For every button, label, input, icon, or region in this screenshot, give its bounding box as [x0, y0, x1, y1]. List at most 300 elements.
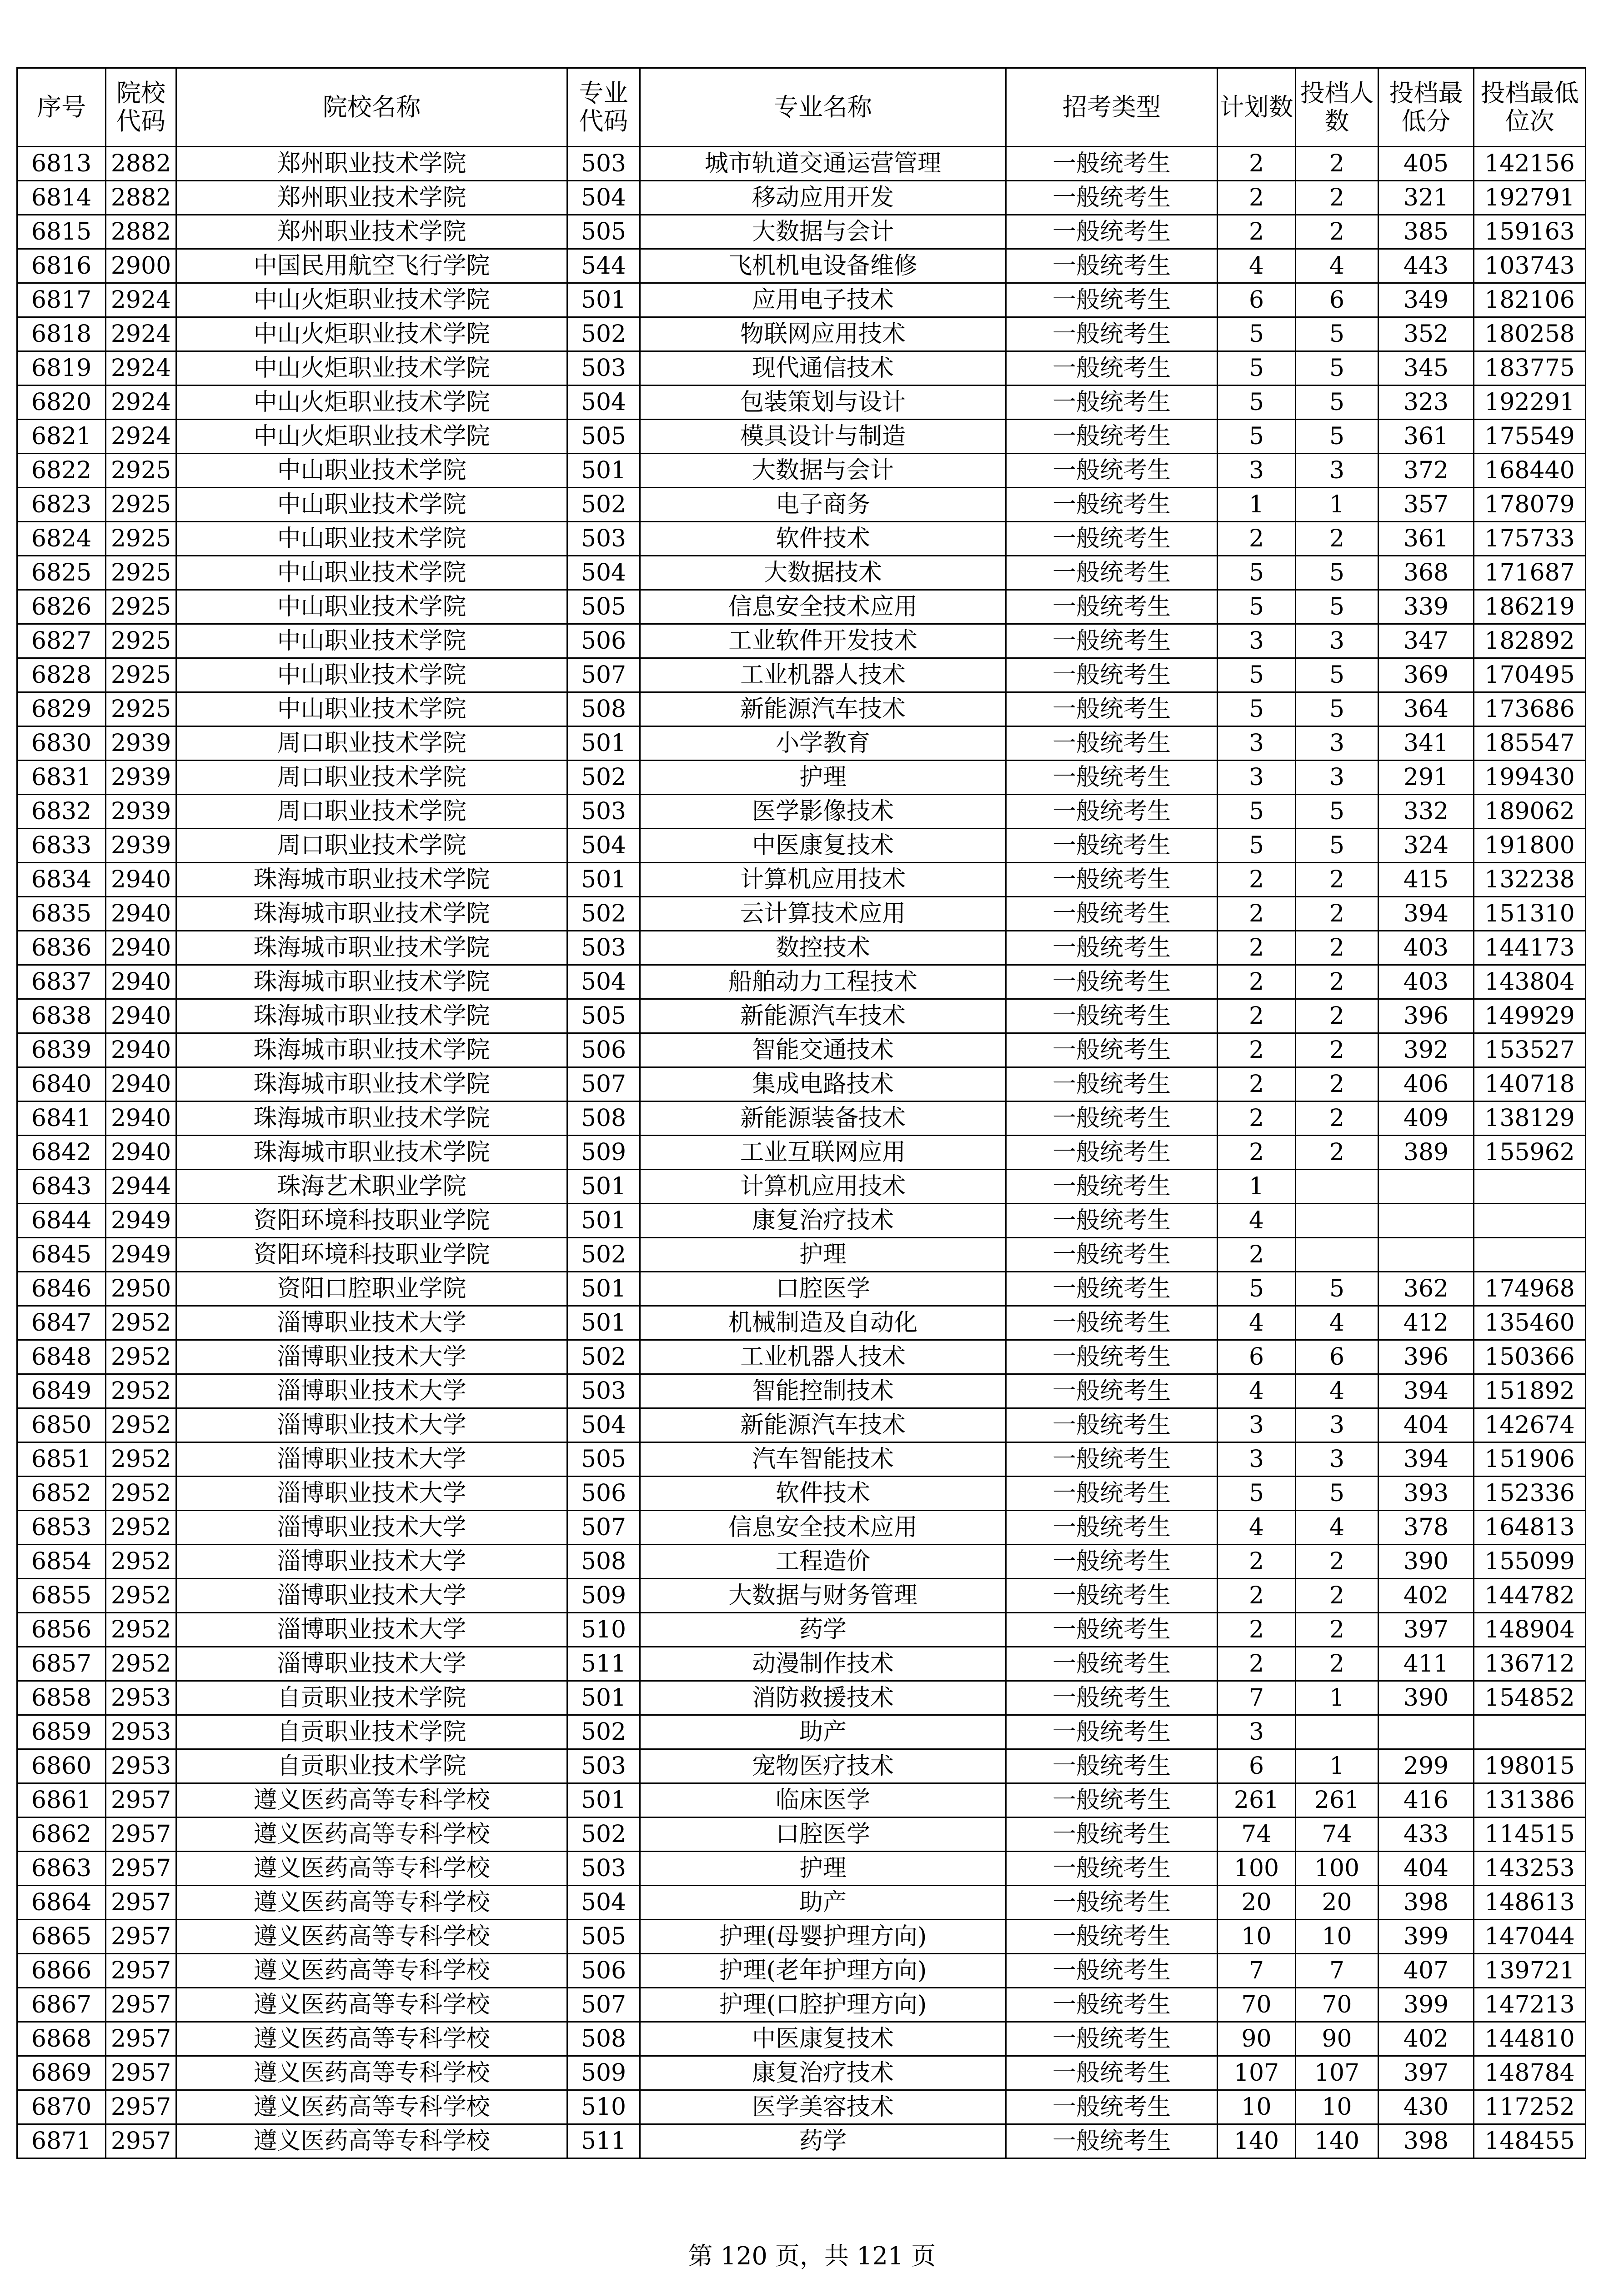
- plan-cell: 3: [1218, 726, 1296, 761]
- table-row: [17, 1613, 1586, 1647]
- seq-cell: 6870: [17, 2090, 106, 2124]
- major-name-cell: 工业机器人技术: [640, 1340, 1006, 1374]
- min-score-cell: 378: [1378, 1511, 1474, 1545]
- exam-type-cell: 一般统考生: [1006, 1306, 1218, 1340]
- plan-cell: 2: [1218, 965, 1296, 999]
- table-row: [17, 1920, 1586, 1954]
- min-rank-cell: 147044: [1474, 1920, 1586, 1954]
- table-row: [17, 2056, 1586, 2090]
- school-name-cell: 中山职业技术学院: [176, 658, 567, 692]
- major-name-cell: 大数据与会计: [640, 215, 1006, 249]
- exam-type-cell: 一般统考生: [1006, 1954, 1218, 1988]
- min-rank-cell: 132238: [1474, 863, 1586, 897]
- school-name-cell: 遵义医药高等专科学校: [176, 1783, 567, 1817]
- min-rank-cell: 151892: [1474, 1374, 1586, 1408]
- plan-cell: 2: [1218, 1238, 1296, 1272]
- school-code-cell: 2924: [106, 283, 176, 317]
- admitted-cell: 100: [1296, 1852, 1378, 1886]
- major-name-cell: 护理(口腔护理方向): [640, 1988, 1006, 2022]
- plan-cell: 5: [1218, 351, 1296, 386]
- school-name-cell: 中山火炬职业技术学院: [176, 420, 567, 454]
- plan-cell: 2: [1218, 215, 1296, 249]
- admitted-cell: 2: [1296, 1545, 1378, 1579]
- table-row: [17, 215, 1586, 249]
- exam-type-cell: 一般统考生: [1006, 795, 1218, 829]
- table-row: [17, 1033, 1586, 1067]
- plan-cell: 140: [1218, 2124, 1296, 2158]
- min-rank-cell: 192291: [1474, 386, 1586, 420]
- seq-cell: 6834: [17, 863, 106, 897]
- header-school-name: 院校名称: [176, 68, 567, 147]
- admitted-cell: 1: [1296, 488, 1378, 522]
- table-row: [17, 1647, 1586, 1681]
- plan-cell: 5: [1218, 692, 1296, 726]
- min-rank-cell: 150366: [1474, 1340, 1586, 1374]
- header-exam-type: 招考类型: [1006, 68, 1218, 147]
- exam-type-cell: 一般统考生: [1006, 726, 1218, 761]
- header-major-name: 专业名称: [640, 68, 1006, 147]
- plan-cell: 4: [1218, 1374, 1296, 1408]
- min-score-cell: 349: [1378, 283, 1474, 317]
- plan-cell: 2: [1218, 1545, 1296, 1579]
- admitted-cell: 2: [1296, 147, 1378, 181]
- major-name-cell: 智能控制技术: [640, 1374, 1006, 1408]
- min-score-cell: 430: [1378, 2090, 1474, 2124]
- exam-type-cell: 一般统考生: [1006, 1136, 1218, 1170]
- min-rank-cell: 151906: [1474, 1442, 1586, 1477]
- major-code-cell: 511: [567, 2124, 640, 2158]
- major-code-cell: 510: [567, 1613, 640, 1647]
- admitted-cell: 4: [1296, 249, 1378, 283]
- major-code-cell: 502: [567, 1715, 640, 1749]
- school-name-cell: 淄博职业技术大学: [176, 1545, 567, 1579]
- min-score-cell: 323: [1378, 386, 1474, 420]
- exam-type-cell: 一般统考生: [1006, 454, 1218, 488]
- school-code-cell: 2957: [106, 2090, 176, 2124]
- admitted-cell: 261: [1296, 1783, 1378, 1817]
- major-code-cell: 501: [567, 283, 640, 317]
- exam-type-cell: 一般统考生: [1006, 2022, 1218, 2056]
- exam-type-cell: 一般统考生: [1006, 147, 1218, 181]
- school-name-cell: 中山火炬职业技术学院: [176, 317, 567, 351]
- exam-type-cell: 一般统考生: [1006, 2124, 1218, 2158]
- seq-cell: 6816: [17, 249, 106, 283]
- seq-cell: 6813: [17, 147, 106, 181]
- min-rank-cell: 175549: [1474, 420, 1586, 454]
- school-name-cell: 遵义医药高等专科学校: [176, 1817, 567, 1852]
- header-min-score: 投档最低分: [1378, 68, 1474, 147]
- table-row: [17, 829, 1586, 863]
- exam-type-cell: 一般统考生: [1006, 1477, 1218, 1511]
- seq-cell: 6857: [17, 1647, 106, 1681]
- seq-cell: 6817: [17, 283, 106, 317]
- seq-cell: 6824: [17, 522, 106, 556]
- table-row: [17, 386, 1586, 420]
- school-name-cell: 珠海城市职业技术学院: [176, 999, 567, 1033]
- min-rank-cell: 151310: [1474, 897, 1586, 931]
- min-score-cell: 394: [1378, 1442, 1474, 1477]
- min-rank-cell: 198015: [1474, 1749, 1586, 1783]
- plan-cell: 2: [1218, 181, 1296, 215]
- school-name-cell: 珠海城市职业技术学院: [176, 1136, 567, 1170]
- school-code-cell: 2925: [106, 658, 176, 692]
- admitted-cell: 4: [1296, 1511, 1378, 1545]
- admitted-cell: 2: [1296, 1101, 1378, 1136]
- school-code-cell: 2944: [106, 1170, 176, 1204]
- min-score-cell: 411: [1378, 1647, 1474, 1681]
- major-name-cell: 电子商务: [640, 488, 1006, 522]
- min-score-cell: 416: [1378, 1783, 1474, 1817]
- exam-type-cell: 一般统考生: [1006, 1920, 1218, 1954]
- plan-cell: 2: [1218, 1579, 1296, 1613]
- school-code-cell: 2949: [106, 1204, 176, 1238]
- major-code-cell: 501: [567, 1204, 640, 1238]
- major-name-cell: 机械制造及自动化: [640, 1306, 1006, 1340]
- plan-cell: 2: [1218, 931, 1296, 965]
- seq-cell: 6841: [17, 1101, 106, 1136]
- major-code-cell: 501: [567, 863, 640, 897]
- plan-cell: 10: [1218, 2090, 1296, 2124]
- school-code-cell: 2952: [106, 1374, 176, 1408]
- exam-type-cell: 一般统考生: [1006, 1170, 1218, 1204]
- plan-cell: 261: [1218, 1783, 1296, 1817]
- admitted-cell: 90: [1296, 2022, 1378, 2056]
- seq-cell: 6839: [17, 1033, 106, 1067]
- table-row: [17, 1988, 1586, 2022]
- plan-cell: 2: [1218, 522, 1296, 556]
- min-rank-cell: 168440: [1474, 454, 1586, 488]
- admission-table: [16, 67, 1586, 2159]
- exam-type-cell: 一般统考生: [1006, 1204, 1218, 1238]
- major-name-cell: 智能交通技术: [640, 1033, 1006, 1067]
- min-score-cell: 324: [1378, 829, 1474, 863]
- table-row: [17, 1783, 1586, 1817]
- table-row: [17, 1852, 1586, 1886]
- table-row: [17, 1681, 1586, 1715]
- table-row: [17, 2124, 1586, 2158]
- exam-type-cell: 一般统考生: [1006, 761, 1218, 795]
- min-score-cell: 362: [1378, 1272, 1474, 1306]
- school-code-cell: 2925: [106, 454, 176, 488]
- min-rank-cell: 149929: [1474, 999, 1586, 1033]
- exam-type-cell: 一般统考生: [1006, 1272, 1218, 1306]
- admitted-cell: 3: [1296, 761, 1378, 795]
- min-rank-cell: 171687: [1474, 556, 1586, 590]
- plan-cell: 100: [1218, 1852, 1296, 1886]
- min-rank-cell: 144810: [1474, 2022, 1586, 2056]
- table-row: [17, 1408, 1586, 1442]
- admitted-cell: 5: [1296, 1477, 1378, 1511]
- exam-type-cell: 一般统考生: [1006, 249, 1218, 283]
- major-code-cell: 505: [567, 590, 640, 624]
- school-name-cell: 中山火炬职业技术学院: [176, 351, 567, 386]
- min-score-cell: 394: [1378, 897, 1474, 931]
- exam-type-cell: 一般统考生: [1006, 1988, 1218, 2022]
- plan-cell: 4: [1218, 1204, 1296, 1238]
- min-score-cell: [1378, 1204, 1474, 1238]
- min-score-cell: 406: [1378, 1067, 1474, 1101]
- admitted-cell: 2: [1296, 522, 1378, 556]
- school-code-cell: 2953: [106, 1681, 176, 1715]
- major-code-cell: 501: [567, 726, 640, 761]
- school-name-cell: 淄博职业技术大学: [176, 1511, 567, 1545]
- min-rank-cell: 140718: [1474, 1067, 1586, 1101]
- seq-cell: 6833: [17, 829, 106, 863]
- major-code-cell: 502: [567, 761, 640, 795]
- table-row: [17, 351, 1586, 386]
- major-code-cell: 506: [567, 1033, 640, 1067]
- major-code-cell: 502: [567, 1238, 640, 1272]
- admitted-cell: 107: [1296, 2056, 1378, 2090]
- table-body: [17, 147, 1586, 2158]
- table-row: [17, 283, 1586, 317]
- major-name-cell: 云计算技术应用: [640, 897, 1006, 931]
- table-row: [17, 317, 1586, 351]
- admitted-cell: 3: [1296, 1408, 1378, 1442]
- table-row: [17, 147, 1586, 181]
- admitted-cell: 2: [1296, 965, 1378, 999]
- seq-cell: 6830: [17, 726, 106, 761]
- admitted-cell: 5: [1296, 590, 1378, 624]
- major-code-cell: 502: [567, 488, 640, 522]
- major-code-cell: 505: [567, 215, 640, 249]
- school-code-cell: 2957: [106, 2124, 176, 2158]
- school-name-cell: 郑州职业技术学院: [176, 215, 567, 249]
- table-row: [17, 931, 1586, 965]
- school-code-cell: 2953: [106, 1715, 176, 1749]
- seq-cell: 6869: [17, 2056, 106, 2090]
- admitted-cell: 5: [1296, 795, 1378, 829]
- major-code-cell: 504: [567, 1886, 640, 1920]
- exam-type-cell: 一般统考生: [1006, 590, 1218, 624]
- plan-cell: 2: [1218, 1647, 1296, 1681]
- min-score-cell: 385: [1378, 215, 1474, 249]
- table-row: [17, 1579, 1586, 1613]
- table-row: [17, 761, 1586, 795]
- major-code-cell: 504: [567, 386, 640, 420]
- school-name-cell: 珠海城市职业技术学院: [176, 863, 567, 897]
- seq-cell: 6871: [17, 2124, 106, 2158]
- school-name-cell: 淄博职业技术大学: [176, 1340, 567, 1374]
- min-rank-cell: 192791: [1474, 181, 1586, 215]
- school-code-cell: 2925: [106, 624, 176, 658]
- seq-cell: 6827: [17, 624, 106, 658]
- school-code-cell: 2952: [106, 1545, 176, 1579]
- school-name-cell: 淄博职业技术大学: [176, 1306, 567, 1340]
- school-code-cell: 2952: [106, 1579, 176, 1613]
- seq-cell: 6844: [17, 1204, 106, 1238]
- admitted-cell: 1: [1296, 1749, 1378, 1783]
- admitted-cell: 6: [1296, 1340, 1378, 1374]
- major-code-cell: 507: [567, 1511, 640, 1545]
- school-name-cell: 淄博职业技术大学: [176, 1579, 567, 1613]
- seq-cell: 6868: [17, 2022, 106, 2056]
- major-code-cell: 510: [567, 2090, 640, 2124]
- major-code-cell: 508: [567, 1545, 640, 1579]
- major-name-cell: 口腔医学: [640, 1272, 1006, 1306]
- min-rank-cell: 103743: [1474, 249, 1586, 283]
- min-score-cell: 433: [1378, 1817, 1474, 1852]
- major-name-cell: 医学美容技术: [640, 2090, 1006, 2124]
- exam-type-cell: 一般统考生: [1006, 1238, 1218, 1272]
- exam-type-cell: 一般统考生: [1006, 1579, 1218, 1613]
- plan-cell: 1: [1218, 1170, 1296, 1204]
- min-score-cell: 405: [1378, 147, 1474, 181]
- exam-type-cell: 一般统考生: [1006, 522, 1218, 556]
- school-name-cell: 周口职业技术学院: [176, 726, 567, 761]
- admitted-cell: 5: [1296, 1272, 1378, 1306]
- table-row: [17, 965, 1586, 999]
- plan-cell: 70: [1218, 1988, 1296, 2022]
- min-rank-cell: 180258: [1474, 317, 1586, 351]
- major-name-cell: 口腔医学: [640, 1817, 1006, 1852]
- school-name-cell: 珠海艺术职业学院: [176, 1170, 567, 1204]
- school-code-cell: 2940: [106, 1101, 176, 1136]
- plan-cell: 2: [1218, 897, 1296, 931]
- exam-type-cell: 一般统考生: [1006, 1817, 1218, 1852]
- table-row: [17, 863, 1586, 897]
- min-rank-cell: 153527: [1474, 1033, 1586, 1067]
- min-score-cell: 443: [1378, 249, 1474, 283]
- table-row: [17, 2090, 1586, 2124]
- plan-cell: 107: [1218, 2056, 1296, 2090]
- table-header-row: [17, 68, 1586, 147]
- seq-cell: 6845: [17, 1238, 106, 1272]
- school-name-cell: 中山火炬职业技术学院: [176, 283, 567, 317]
- school-code-cell: 2924: [106, 420, 176, 454]
- min-score-cell: 341: [1378, 726, 1474, 761]
- admitted-cell: 2: [1296, 863, 1378, 897]
- exam-type-cell: 一般统考生: [1006, 1511, 1218, 1545]
- major-name-cell: 数控技术: [640, 931, 1006, 965]
- plan-cell: 5: [1218, 420, 1296, 454]
- major-code-cell: 501: [567, 1681, 640, 1715]
- major-name-cell: 大数据与会计: [640, 454, 1006, 488]
- major-code-cell: 504: [567, 1408, 640, 1442]
- major-code-cell: 508: [567, 692, 640, 726]
- major-name-cell: 计算机应用技术: [640, 1170, 1006, 1204]
- seq-cell: 6856: [17, 1613, 106, 1647]
- min-rank-cell: 142156: [1474, 147, 1586, 181]
- major-name-cell: 动漫制作技术: [640, 1647, 1006, 1681]
- admitted-cell: 3: [1296, 454, 1378, 488]
- min-rank-cell: 148455: [1474, 2124, 1586, 2158]
- seq-cell: 6852: [17, 1477, 106, 1511]
- school-code-cell: 2939: [106, 829, 176, 863]
- admitted-cell: 4: [1296, 1306, 1378, 1340]
- major-name-cell: 中医康复技术: [640, 829, 1006, 863]
- major-name-cell: 新能源汽车技术: [640, 692, 1006, 726]
- plan-cell: 5: [1218, 317, 1296, 351]
- plan-cell: 3: [1218, 624, 1296, 658]
- plan-cell: 1: [1218, 488, 1296, 522]
- plan-cell: 2: [1218, 147, 1296, 181]
- min-rank-cell: 148784: [1474, 2056, 1586, 2090]
- seq-cell: 6835: [17, 897, 106, 931]
- min-rank-cell: 199430: [1474, 761, 1586, 795]
- table-row: [17, 726, 1586, 761]
- plan-cell: 2: [1218, 1033, 1296, 1067]
- exam-type-cell: 一般统考生: [1006, 1545, 1218, 1579]
- major-code-cell: 544: [567, 249, 640, 283]
- school-name-cell: 珠海城市职业技术学院: [176, 1067, 567, 1101]
- school-name-cell: 中山职业技术学院: [176, 454, 567, 488]
- exam-type-cell: 一般统考生: [1006, 556, 1218, 590]
- plan-cell: 7: [1218, 1954, 1296, 1988]
- major-name-cell: 飞机机电设备维修: [640, 249, 1006, 283]
- major-code-cell: 509: [567, 1136, 640, 1170]
- header-seq: 序号: [17, 68, 106, 147]
- min-score-cell: 399: [1378, 1988, 1474, 2022]
- admitted-cell: [1296, 1238, 1378, 1272]
- admitted-cell: 2: [1296, 897, 1378, 931]
- plan-cell: 2: [1218, 1136, 1296, 1170]
- min-score-cell: [1378, 1170, 1474, 1204]
- major-name-cell: 医学影像技术: [640, 795, 1006, 829]
- major-name-cell: 计算机应用技术: [640, 863, 1006, 897]
- table-row: [17, 590, 1586, 624]
- min-rank-cell: [1474, 1715, 1586, 1749]
- min-score-cell: 407: [1378, 1954, 1474, 1988]
- major-name-cell: 小学教育: [640, 726, 1006, 761]
- min-rank-cell: [1474, 1170, 1586, 1204]
- plan-cell: 2: [1218, 1101, 1296, 1136]
- major-name-cell: 助产: [640, 1715, 1006, 1749]
- plan-cell: 4: [1218, 249, 1296, 283]
- plan-cell: 74: [1218, 1817, 1296, 1852]
- school-code-cell: 2882: [106, 147, 176, 181]
- major-name-cell: 现代通信技术: [640, 351, 1006, 386]
- major-name-cell: 药学: [640, 2124, 1006, 2158]
- school-name-cell: 珠海城市职业技术学院: [176, 965, 567, 999]
- school-name-cell: 中山职业技术学院: [176, 624, 567, 658]
- plan-cell: 2: [1218, 1613, 1296, 1647]
- seq-cell: 6821: [17, 420, 106, 454]
- major-code-cell: 508: [567, 2022, 640, 2056]
- min-rank-cell: 191800: [1474, 829, 1586, 863]
- school-code-cell: 2952: [106, 1511, 176, 1545]
- min-score-cell: 402: [1378, 2022, 1474, 2056]
- major-name-cell: 康复治疗技术: [640, 1204, 1006, 1238]
- major-code-cell: 508: [567, 1101, 640, 1136]
- major-code-cell: 501: [567, 1783, 640, 1817]
- school-code-cell: 2957: [106, 1783, 176, 1817]
- plan-cell: 20: [1218, 1886, 1296, 1920]
- school-code-cell: 2952: [106, 1442, 176, 1477]
- min-rank-cell: 144173: [1474, 931, 1586, 965]
- school-name-cell: 遵义医药高等专科学校: [176, 1852, 567, 1886]
- min-score-cell: 404: [1378, 1852, 1474, 1886]
- seq-cell: 6862: [17, 1817, 106, 1852]
- school-name-cell: 中山职业技术学院: [176, 488, 567, 522]
- seq-cell: 6850: [17, 1408, 106, 1442]
- min-rank-cell: 170495: [1474, 658, 1586, 692]
- admitted-cell: 20: [1296, 1886, 1378, 1920]
- school-name-cell: 资阳环境科技职业学院: [176, 1204, 567, 1238]
- seq-cell: 6815: [17, 215, 106, 249]
- exam-type-cell: 一般统考生: [1006, 488, 1218, 522]
- plan-cell: 5: [1218, 590, 1296, 624]
- seq-cell: 6855: [17, 1579, 106, 1613]
- admitted-cell: 5: [1296, 351, 1378, 386]
- min-score-cell: 396: [1378, 999, 1474, 1033]
- seq-cell: 6820: [17, 386, 106, 420]
- plan-cell: 4: [1218, 1511, 1296, 1545]
- major-code-cell: 502: [567, 1340, 640, 1374]
- plan-cell: 5: [1218, 1272, 1296, 1306]
- school-code-cell: 2924: [106, 351, 176, 386]
- major-name-cell: 护理: [640, 1852, 1006, 1886]
